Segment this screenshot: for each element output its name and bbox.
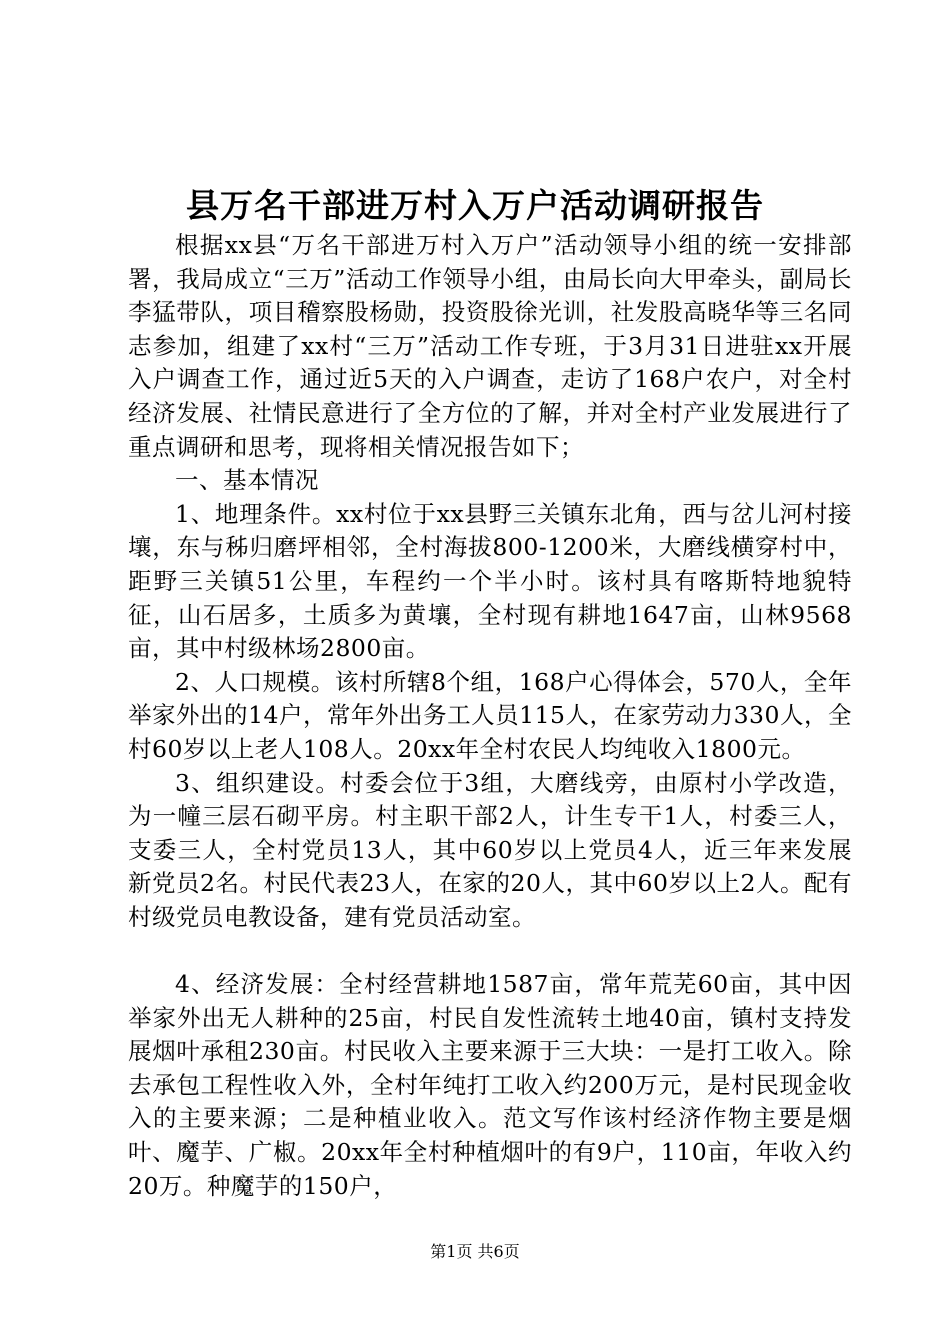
paragraph-geography: 1、地理条件。xx村位于xx县野三关镇东北角，西与岔儿河村接壤，东与秭归磨坪相邻，全村海拔800-1200米，大磨线横穿村中，距野三关镇51公里，车程约一个半小时。该村具有喀斯特地貌特征，山石居多，土质多为黄壤，全村现有耕地1647亩，山林9568亩，其中村级林场2800亩。 [128,499,852,663]
document-body [128,229,852,1203]
paragraph-population: 2、人口规模。该村所辖8个组，168户心得体会，570人，全年举家外出的14户，常年外出务工人员115人，在家劳动力330人，全村60岁以上老人108人。20xx年全村农民人均纯收入1800元。 [128,667,852,763]
paragraph-intro: 根据xx县“万名干部进万村入万户”活动领导小组的统一安排部署，我局成立“三万”活动工作领导小组，由局长向大甲牵头，副局长李猛带队，项目稽察股杨勋，投资股徐光训，社发股高晓华等三名同志参加，组建了xx村“三万”活动工作专班，于3月31日进驻xx开展入户调查工作，通过近5天的入户调查，走访了168户农户，对全村经济发展、社情民意进行了全方位的了解，并对全村产业发展进行了重点调研和思考，现将相关情况报告如下； [128,231,852,461]
paragraph-economy: 4、经济发展：全村经营耕地1587亩，常年荒芜60亩，其中因举家外出无人耕种的25亩，村民自发性流转土地40亩，镇村支持发展烟叶承租230亩。村民收入主要来源于三大块：一是打工收入。除去承包工程性收入外，全村年纯打工收入约200万元，是村民现金收入的主要来源；二是种植业收入。范文写作该村经济作物主要是烟叶、魔芋、广椒。20xx年全村种植烟叶的有9户，110亩，年收入约20万。种魔芋的150户， [128,970,852,1200]
paragraph-organization: 3、组织建设。村委会位于3组，大磨线旁，由原村小学改造，为一幢三层石砌平房。村主职干部2人，计生专干1人，村委三人，支委三人，全村党员13人，其中60岁以上党员4人，近三年来发展新党员2名。村民代表23人，在家的20人，其中60岁以上2人。配有村级党员电教设备，建有党员活动室。 [128,768,852,931]
section-heading-basic-info: 一、基本情况 [175,466,319,495]
paragraph-spacer [128,934,852,968]
page-footer: 第1页 共6页 [430,1242,520,1261]
document-title: 县万名干部进万村入万户活动调研报告 [186,186,764,225]
